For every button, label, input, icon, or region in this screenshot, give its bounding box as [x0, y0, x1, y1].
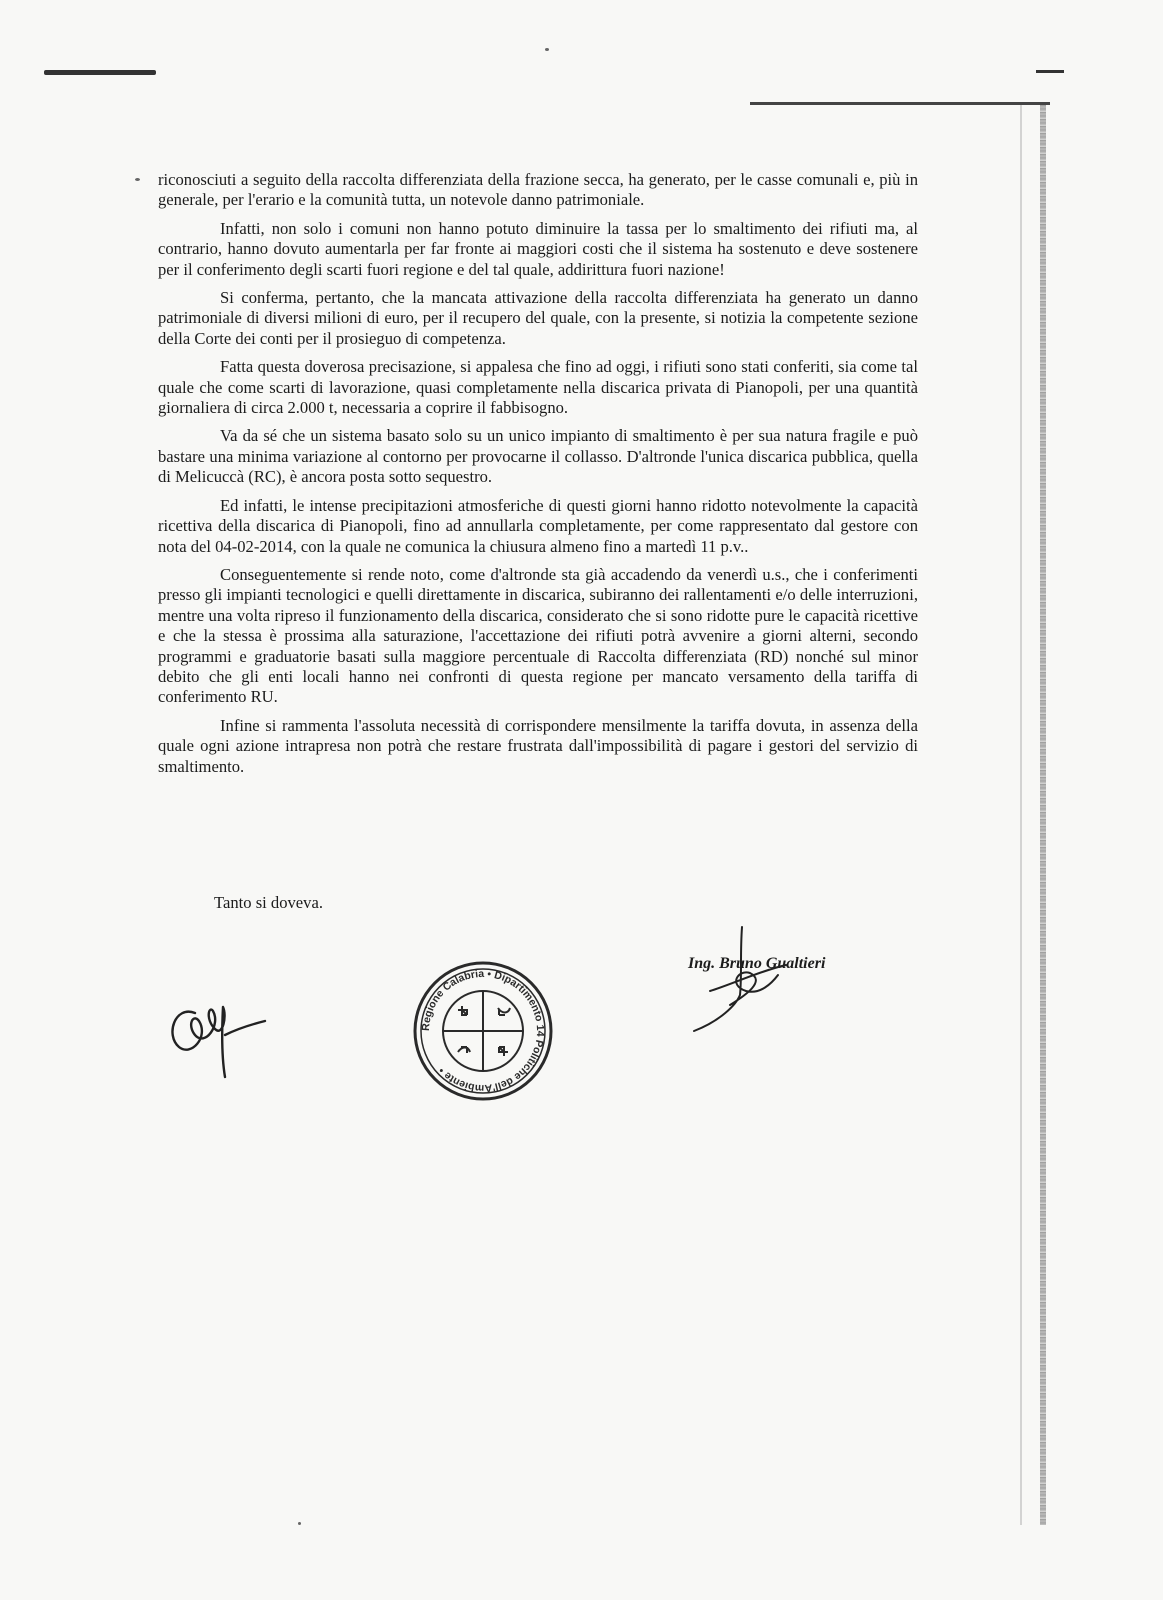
paragraph-8: Infine si rammenta l'assoluta necessità di corrispondere mensilmente la tariffa dovuta, in assenza della quale ogni azione intrapresa non potrà che restare frustrata dall'impossibilità di pagare i gestori del servizio di smaltimento. — [158, 715, 918, 776]
paragraph-4: Fatta questa doverosa precisazione, si appalesa che fino ad oggi, i rifiuti sono stati conferiti, sia come tal quale che come scarti di lavorazione, quasi completamente nella discarica privata di Pianopoli, per una quantità giornaliera di circa 2.000 t, necessaria a coprire il fabbisogno. — [158, 357, 918, 418]
closing-line: Tanto si doveva. — [214, 893, 323, 912]
signer-name: Ing. Bruno Gualtieri — [688, 955, 826, 972]
paragraph-1: riconosciuti a seguito della raccolta differenziata della frazione secca, ha generato, per le casse comunali e, più in generale, per l'erario e la comunità tutta, un notevole danno patrimoniale. — [158, 170, 918, 210]
handwritten-signature-left — [165, 985, 285, 1080]
scan-speck — [135, 178, 140, 181]
scan-speck — [298, 1522, 301, 1525]
scan-edge-line — [1020, 105, 1022, 1525]
scan-speck — [545, 48, 549, 51]
letter-body — [158, 170, 918, 785]
handwritten-signature-right — [690, 925, 800, 1035]
paragraph-3: Si conferma, pertanto, che la mancata attivazione della raccolta differenziata ha generato un danno patrimoniale di diversi milioni di euro, per il recupero del quale, con la presente, si notizia la competente sezione della Corte dei conti per il prosieguo di competenza. — [158, 288, 918, 348]
scan-mark-top-left — [44, 70, 156, 75]
svg-text:Regione Calabria • Dipartiment: Regione Calabria • Dipartimento 14 Politiche dell'Ambiente • — [419, 967, 547, 1095]
scan-edge-shadow — [1040, 105, 1046, 1525]
official-stamp-seal — [412, 960, 554, 1102]
paragraph-7: Conseguentemente si rende noto, come d'altronde sta già accadendo da venerdì u.s., che i conferimenti presso gli impianti tecnologici e quelli direttamente in discarica, subiranno dei rallentamenti e/o delle interruzioni, mentre una volta ripreso il funzionamento della discarica, considerato che si sono ridotte pure le capacità ricettive e che la stessa è prossima alla saturazione, l'accettazione dei rifiuti potrà avvenire a giorni alterni, secondo programmi e graduatorie basati sulla maggiore percentuale di Raccolta differenziata (RD) nonché sul minor debito che gli enti locali hanno nei confronti di questa regione per mancato versamento della tariffa di conferimento RU. — [158, 564, 918, 707]
paragraph-2: Infatti, non solo i comuni non hanno potuto diminuire la tassa per lo smaltimento dei rifiuti ma, al contrario, hanno dovuto aumentarla per far fronte ai maggiori costi che il sistema ha sostenuto e deve sostenere per il conferimento degli scarti fuori regione e del tal quale, addirittura fuori nazione! — [158, 218, 918, 279]
scan-mark-top-right — [1036, 70, 1064, 73]
paragraph-5: Va da sé che un sistema basato solo su un unico impianto di smaltimento è per sua natura fragile e può bastare una minima variazione al contorno per provocarne il collasso. D'altronde l'unica discarica pubblica, quella di Melicuccà (RC), è ancora posta sotto sequestro. — [158, 426, 918, 487]
scan-mark-top-line — [750, 102, 1050, 105]
paragraph-6: Ed infatti, le intense precipitazioni atmosferiche di questi giorni hanno ridotto notevolmente la capacità ricettiva della discarica di Pianopoli, fino ad annullarla completamente, per come rappresentato dal gestore con nota del 04-02-2014, con la quale ne comunica la chiusura almeno fino a martedì 11 p.v.. — [158, 495, 918, 556]
